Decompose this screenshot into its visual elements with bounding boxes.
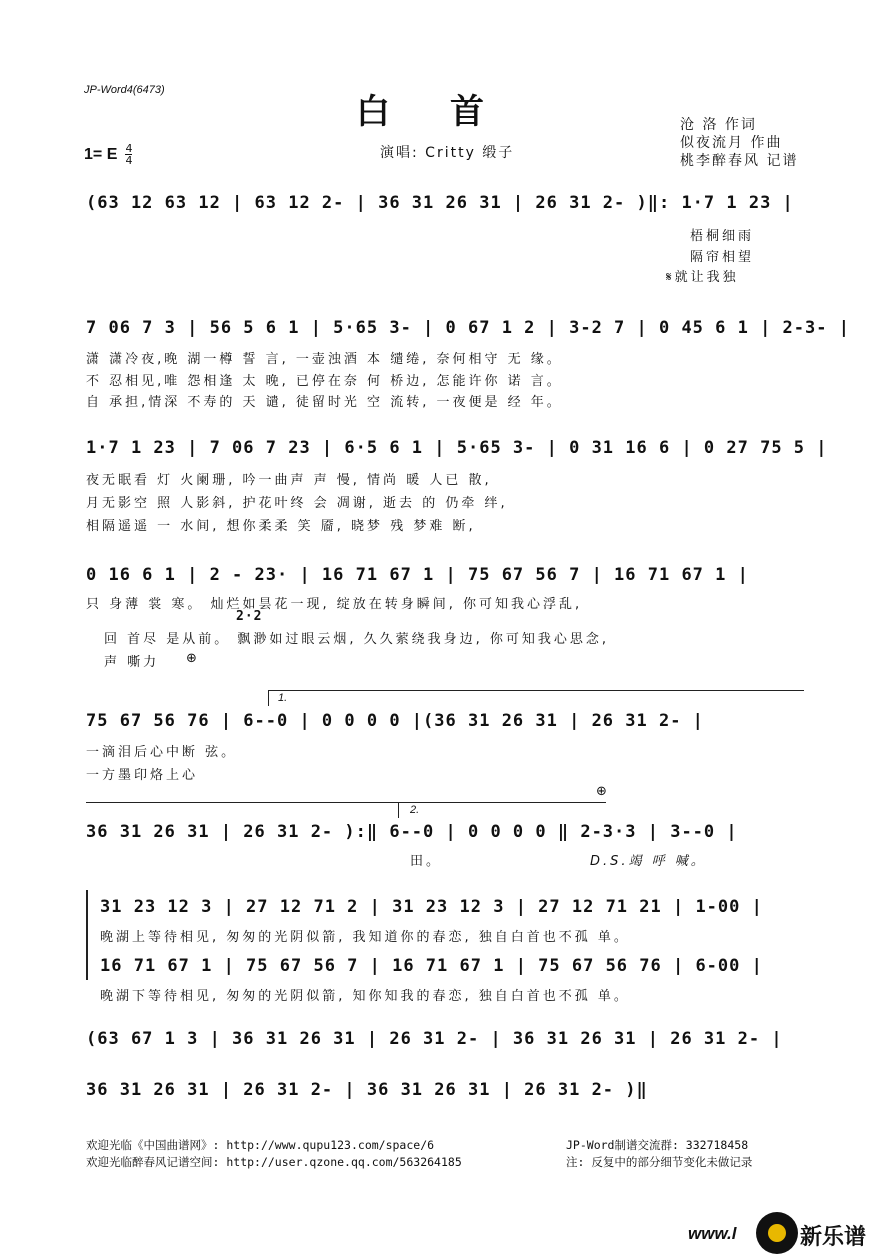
notation-row-2: 7 06 7 3 | 56 5 6 1 | 5·65 3- | 0 67 1 2 | 3-2 7 | 0 45 6 1 | 2-3- |	[86, 318, 850, 338]
singer-credit: 演唱: Critty 缎子	[380, 145, 515, 161]
lyric-intro-verse-1: 梧桐细雨	[690, 229, 755, 244]
time-signature-denominator: 4	[125, 154, 133, 167]
lyric-row-5-verse-1: 一滴泪后心中断 弦。	[86, 745, 238, 760]
footer-group-info: JP-Word制谱交流群: 332718458	[566, 1138, 749, 1152]
time-signature-numerator: 4	[125, 142, 133, 155]
key-label: 1= E	[84, 146, 118, 163]
notation-row-1: (63 12 63 12 | 63 12 2- | 36 31 26 31 | 26 31 2- )‖: 1·7 1 23 |	[86, 193, 794, 213]
volta-1-label: 1.	[278, 692, 288, 704]
volta-2-label: 2.	[410, 804, 420, 816]
composer-credit: 似夜流月 作曲	[680, 135, 783, 151]
lyric-row-6-verse-1: 田。	[410, 854, 443, 869]
lyric-row-2-verse-2: 不 忍相见,唯 怨相逢 太 晚, 已停在奈 何 桥边, 怎能许你 诺 言。	[86, 374, 563, 389]
notation-row-3: 1·7 1 23 | 7 06 7 23 | 6·5 6 1 | 5·65 3- | 0 31 16 6 | 0 27 75 5 |	[86, 438, 828, 458]
watermark-brand: 新乐谱	[800, 1224, 867, 1249]
coda-sign-icon-2: ⊕	[596, 784, 607, 799]
footer-link-qupu[interactable]: 欢迎光临《中国曲谱网》: http://www.qupu123.com/space/6	[86, 1138, 435, 1152]
lyric-row-8-verse-1: 晚湖下等待相见, 匆匆的光阴似箭, 知你知我的春恋, 独自白首也不孤 单。	[100, 989, 630, 1004]
notation-row-7: 31 23 12 3 | 27 12 71 2 | 31 23 12 3 | 27 12 71 21 | 1-00 |	[100, 897, 763, 917]
chorus-bracket	[86, 890, 88, 980]
music-disc-icon	[756, 1212, 798, 1254]
footer-note: 注: 反复中的部分细节变化未做记录	[566, 1155, 753, 1169]
volta-2-bracket-edge	[398, 802, 399, 818]
ending-marker: 2·2	[236, 609, 263, 624]
song-title: 白首	[356, 92, 544, 132]
time-signature	[125, 143, 132, 166]
volta-2-bracket	[86, 802, 606, 803]
notation-row-10: 36 31 26 31 | 26 31 2- | 36 31 26 31 | 26 31 2- )‖	[86, 1080, 648, 1100]
lyric-row-3-verse-2: 月无影空 照 人影斜, 护花叶终 会 凋谢, 逝去 的 仍牵 绊,	[86, 496, 508, 511]
lyric-intro-verse-2: 隔帘相望	[690, 250, 755, 265]
notation-row-6: 36 31 26 31 | 26 31 2- ):‖ 6--0 | 0 0 0 0 ‖ 2-3·3 | 3--0 |	[86, 822, 738, 842]
source-tag: JP-Word4(6473)	[84, 84, 165, 96]
lyric-row-4-verse-2: 回 首尽 是从前。 飘渺如过眼云烟, 久久萦绕我身边, 你可知我心思念,	[104, 632, 610, 647]
volta-1-bracket-edge	[268, 690, 269, 706]
notation-row-5: 75 67 56 76 | 6--0 | 0 0 0 0 |(36 31 26 31 | 26 31 2- |	[86, 711, 704, 731]
notation-row-4: 0 16 6 1 | 2 - 23· | 16 71 67 1 | 75 67 56 7 | 16 71 67 1 |	[86, 565, 749, 585]
lyric-row-7-verse-1: 晚湖上等待相见, 匆匆的光阴似箭, 我知道你的春恋, 独自白首也不孤 单。	[100, 930, 630, 945]
lyric-row-5-verse-2: 一方墨印烙上心	[86, 768, 199, 783]
coda-sign-icon: ⊕	[186, 651, 197, 666]
transcriber-credit: 桃李醉春风 记谱	[680, 153, 799, 169]
lyric-row-4-verse-1: 只 身薄 裳 寒。 灿烂如昙花一现, 绽放在转身瞬间, 你可知我心浮乱,	[86, 597, 583, 612]
lyric-row-3-verse-3: 相隔遥遥 一 水间, 想你柔柔 笑 靥, 晓梦 残 梦难 断,	[86, 519, 476, 534]
lyricist-credit: 沧 洛 作词	[680, 117, 757, 133]
lyric-row-2-verse-1: 潇 潇冷夜,晚 湖一樽 誓 言, 一壶浊酒 本 缱绻, 奈何相守 无 缘。	[86, 352, 563, 367]
lyric-row-4-verse-3: 声 嘶力	[104, 655, 160, 670]
footer-link-qzone[interactable]: 欢迎光临醉春风记谱空间: http://user.qzone.qq.com/563264185	[86, 1155, 462, 1169]
notation-row-9: (63 67 1 3 | 36 31 26 31 | 26 31 2- | 36 31 26 31 | 26 31 2- |	[86, 1029, 783, 1049]
lyric-row-2-verse-3: 自 承担,情深 不寿的 天 谴, 徒留时光 空 流转, 一夜便是 经 年。	[86, 395, 563, 410]
volta-1-bracket	[268, 690, 804, 691]
lyric-row-6-ds: D.S.竭 呼 喊。	[590, 854, 707, 869]
watermark-url: www.l	[688, 1224, 737, 1243]
lyric-row-3-verse-1: 夜无眠看 灯 火阑珊, 吟一曲声 声 慢, 情尚 暖 人已 散,	[86, 473, 492, 488]
lyric-intro-verse-3: 𝄋就让我独	[666, 270, 739, 285]
key-signature	[84, 143, 132, 166]
notation-row-8: 16 71 67 1 | 75 67 56 7 | 16 71 67 1 | 75 67 56 76 | 6-00 |	[100, 956, 763, 976]
